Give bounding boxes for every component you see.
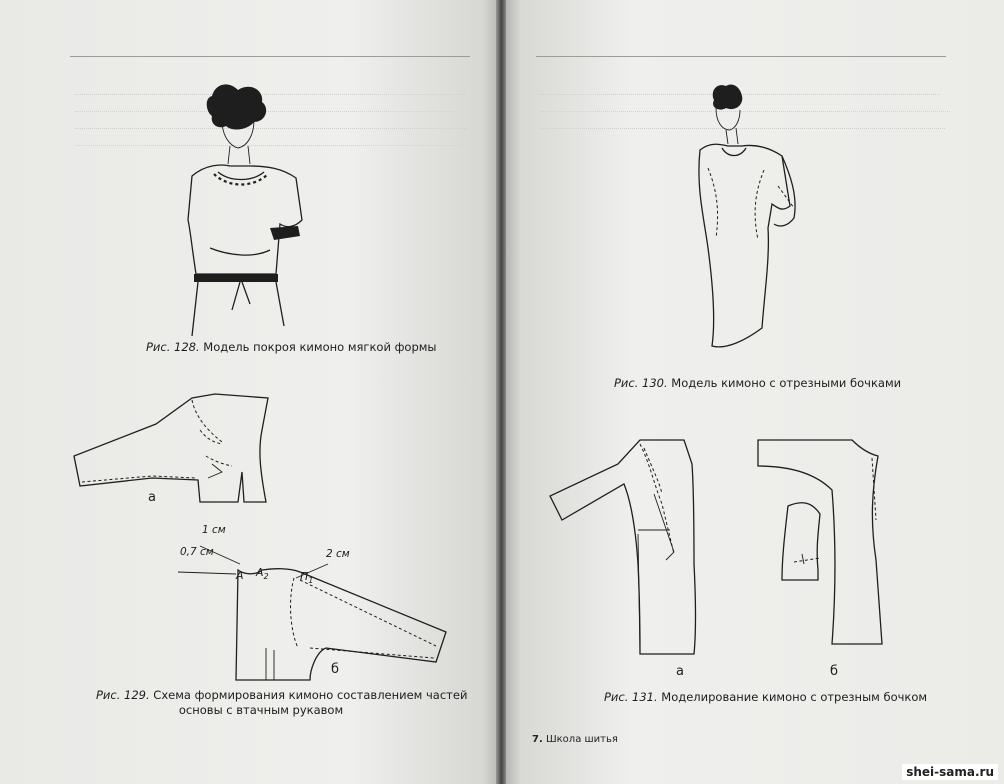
watermark: shei-sama.ru [902, 764, 998, 780]
fig130-neck [726, 128, 738, 144]
page-footer [532, 734, 618, 745]
fig130-neckline [722, 148, 746, 156]
left-page [0, 0, 498, 784]
fig129-point-P1-letter: П [300, 570, 309, 583]
fig128-caption-num: Рис. 128. [146, 340, 200, 354]
fig128-belt [194, 274, 278, 282]
fig129-caption-line1: Схема формирования кимоно составлением частей [149, 688, 468, 702]
fig128-cuff [270, 226, 300, 240]
fig130-side-panel-right [755, 170, 764, 240]
fig129-caption-num: Рис. 129. [96, 688, 150, 702]
fig128-garment-body [188, 165, 302, 274]
fig130-face [716, 108, 740, 130]
fig129b-label: б [331, 662, 340, 677]
fig131b-label: б [830, 664, 839, 679]
fig128-kimono-illustration [170, 78, 320, 338]
fig129b-pattern-drawing [230, 540, 460, 690]
fig131b-pattern-drawing [752, 430, 978, 670]
fig129-caption-line2: основы с втачным рукавом [178, 703, 344, 717]
fig129-point-A2-sub: 2 [263, 572, 269, 582]
fig128-hair [207, 84, 266, 129]
fig129a-pattern-drawing [72, 390, 272, 530]
fig129a-label: а [148, 490, 156, 505]
fig128-caption-text: Модель покроя кимоно мягкой формы [199, 340, 437, 354]
fig130-arm [774, 156, 795, 226]
fig128-neckline [218, 172, 264, 180]
fig129-dim-2cm: 2 см [326, 548, 350, 560]
fig129-point-A: А [236, 569, 244, 582]
fig128-hands [210, 248, 270, 255]
footer-num: 7. [532, 734, 543, 745]
right-page [506, 0, 1004, 784]
fig130-hair [713, 84, 743, 109]
fig130-caption-text: Модель кимоно с отрезными бочками [667, 376, 902, 390]
fig129-point-A2-letter: А [256, 566, 264, 579]
right-header-rule [536, 56, 946, 57]
fig129-point-A2 [256, 566, 269, 581]
fig129-caption [96, 688, 468, 718]
fig131a-label: а [676, 664, 684, 679]
fig130-dress-illustration [686, 78, 826, 358]
fig129-dim-1cm: 1 см [202, 524, 226, 536]
left-header-faint [225, 38, 229, 51]
fig128-belt-tie [232, 282, 250, 310]
fig129-point-P1-sub: 1 [308, 576, 314, 586]
fig131a-pattern-drawing [544, 434, 734, 660]
left-header-rule [70, 56, 470, 57]
footer-text: Школа шитья [542, 734, 618, 745]
fig129-caption-line1-wrap [96, 688, 468, 703]
fig128-caption [146, 340, 437, 355]
fig130-caption [614, 376, 901, 391]
fig129-point-P1 [300, 570, 313, 585]
fig130-sleeve-trim [778, 186, 794, 208]
fig131-caption [604, 690, 927, 705]
fig130-side-panel-left [708, 168, 718, 238]
fig131-caption-num: Рис. 131. [604, 690, 658, 704]
fig130-dress-outline [699, 144, 790, 347]
fig130-caption-num: Рис. 130. [614, 376, 668, 390]
fig131-caption-text: Моделирование кимоно с отрезным бочком [657, 690, 928, 704]
fig128-neck [228, 146, 250, 164]
fig129-dim-07cm: 0,7 см [180, 546, 214, 558]
